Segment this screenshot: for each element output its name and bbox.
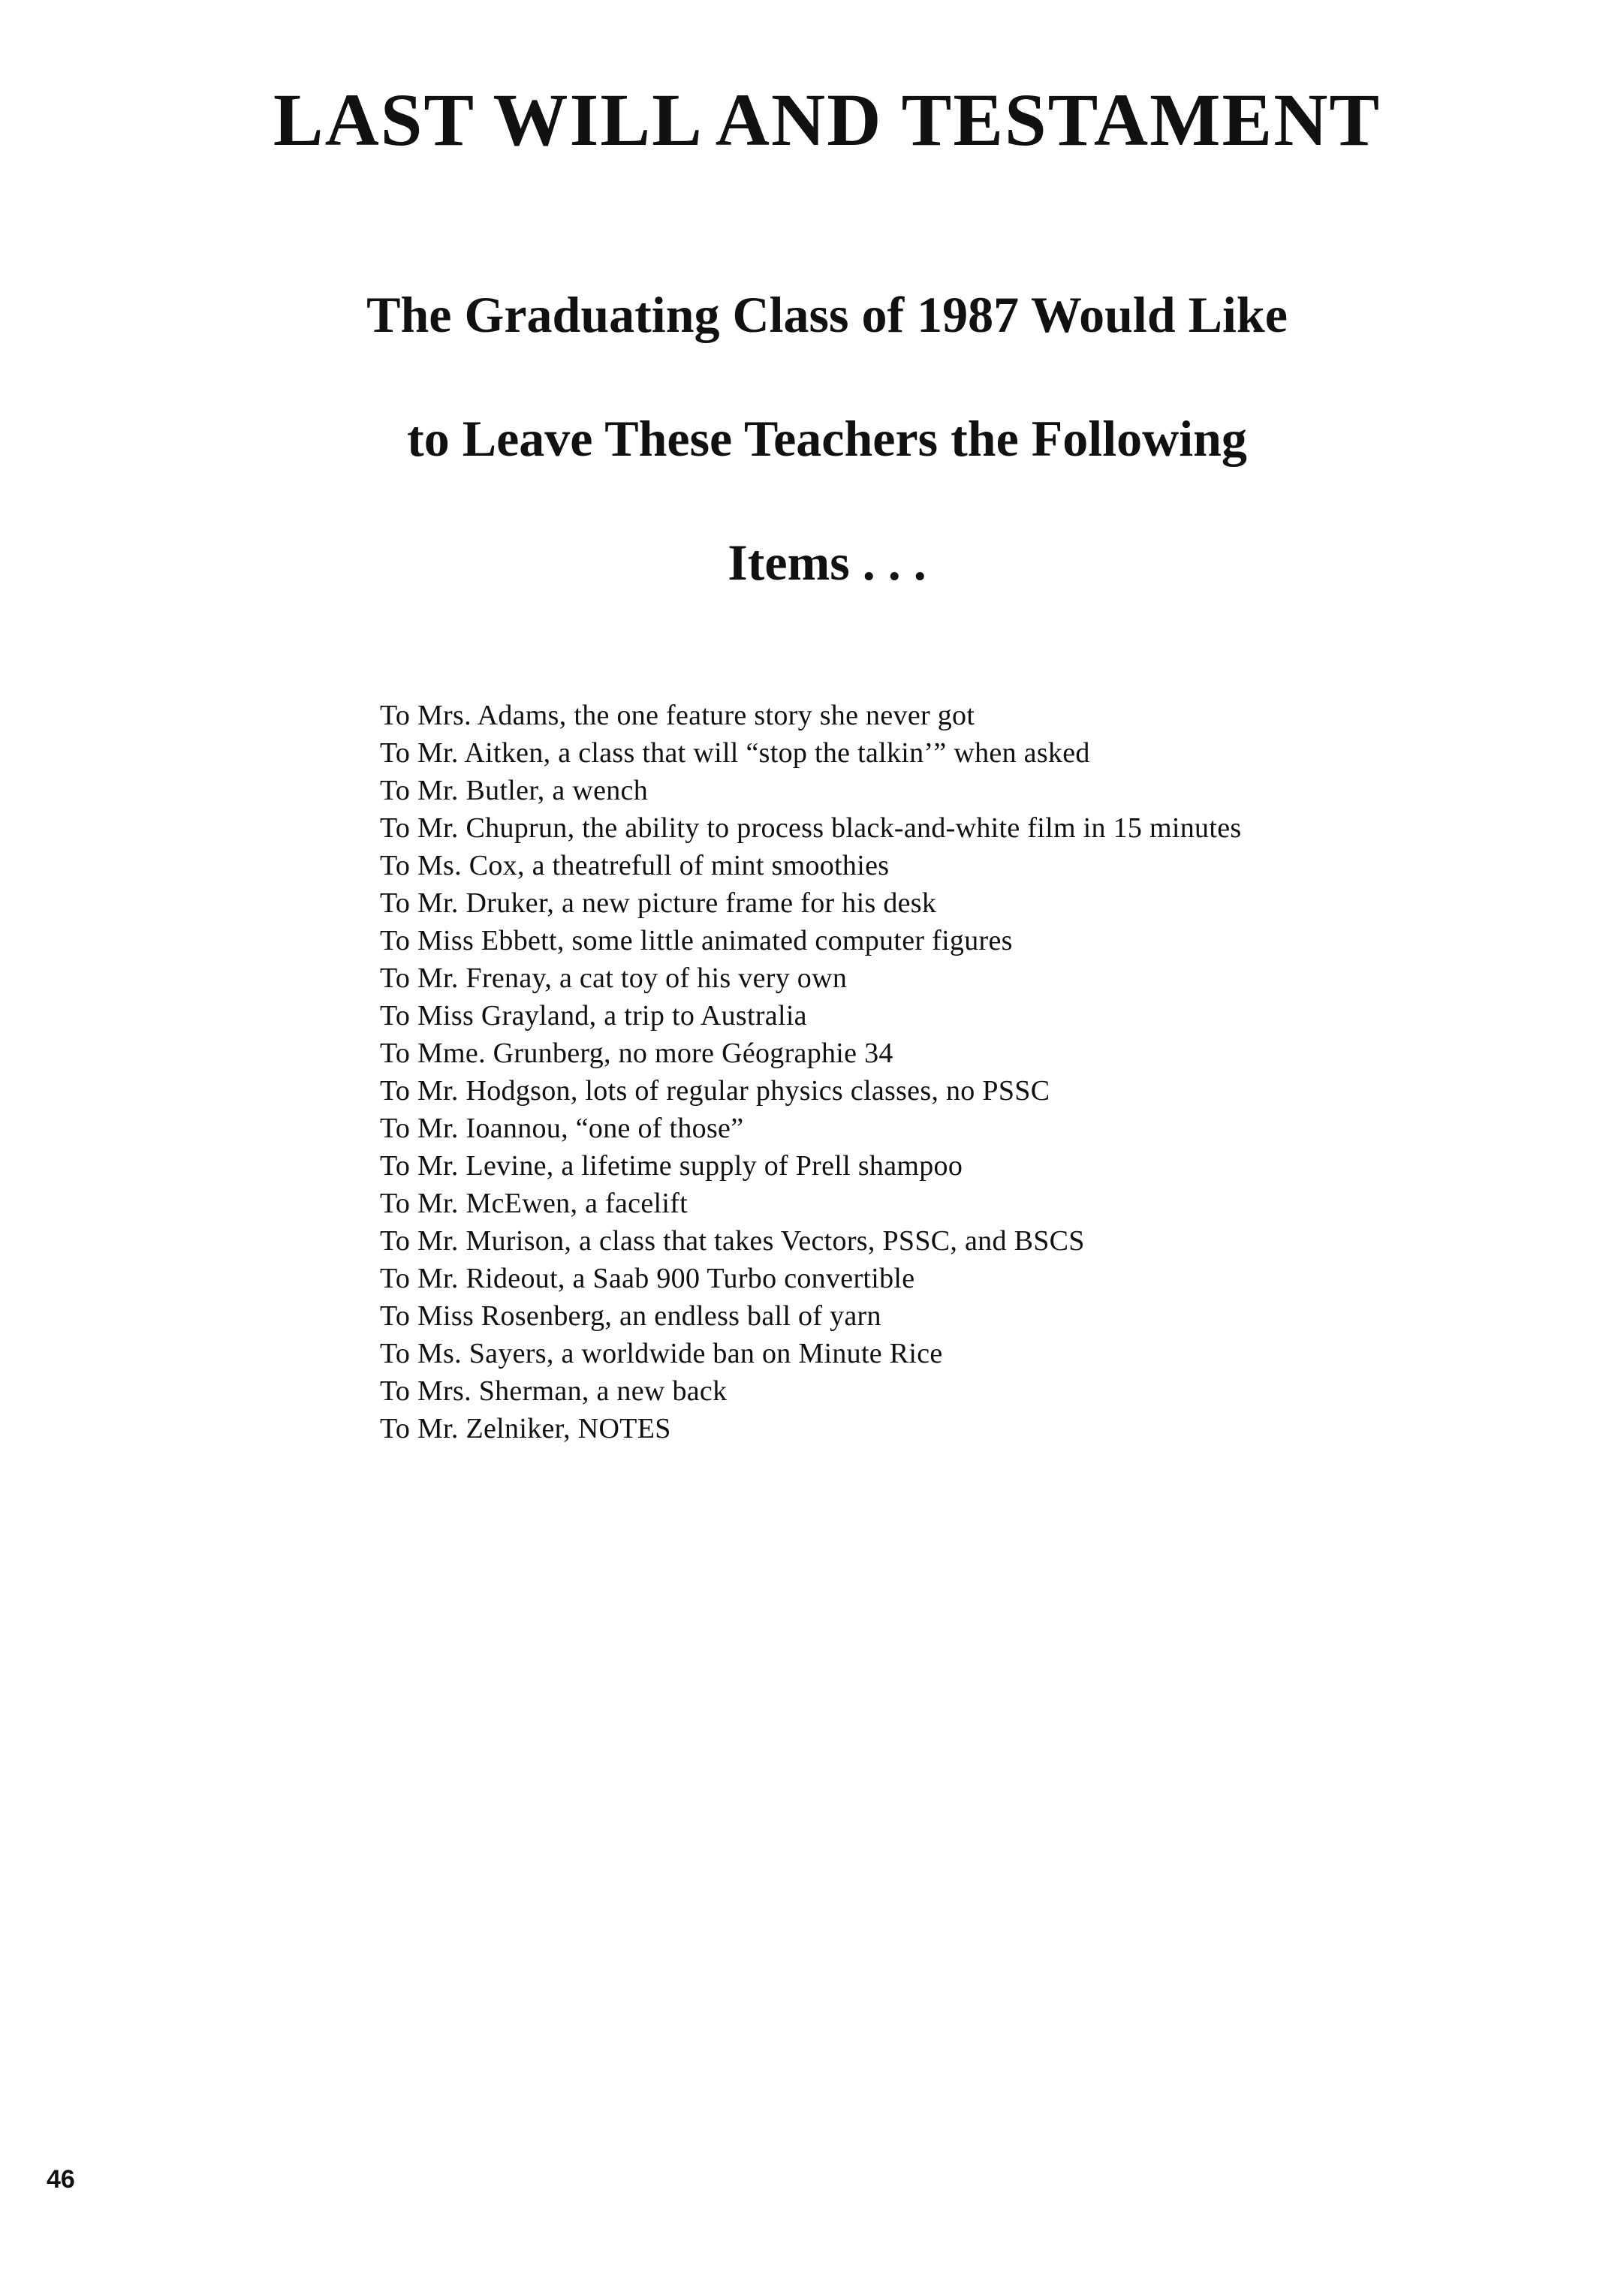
- list-item: To Mr. Aitken, a class that will “stop the talkin’” when asked: [380, 737, 1090, 769]
- list-item: To Mr. Chuprun, the ability to process black-and-white film in 15 minutes: [380, 812, 1242, 844]
- list-item: To Mr. Druker, a new picture frame for his desk: [380, 887, 937, 919]
- list-item: To Mrs. Sherman, a new back: [380, 1375, 728, 1407]
- list-item: To Mr. McEwen, a facelift: [380, 1188, 688, 1219]
- list-item: To Miss Ebbett, some little animated computer figures: [380, 925, 1013, 956]
- list-item: To Mr. Butler, a wench: [380, 775, 649, 806]
- list-item: To Ms. Cox, a theatrefull of mint smoothies: [380, 850, 890, 881]
- list-item: To Mrs. Adams, the one feature story she never got: [380, 700, 975, 731]
- list-item: To Mr. Murison, a class that takes Vectors, PSSC, and BSCS: [380, 1225, 1085, 1257]
- subtitle-line-2: to Leave These Teachers the Following: [407, 410, 1247, 467]
- list-item: To Miss Rosenberg, an endless ball of yarn: [380, 1300, 881, 1332]
- list-item: To Miss Grayland, a trip to Australia: [380, 1000, 807, 1032]
- bequest-list: [380, 697, 1241, 1447]
- list-item: To Mr. Zelniker, NOTES: [380, 1413, 671, 1444]
- list-item: To Mr. Ioannou, “one of those”: [380, 1113, 744, 1144]
- list-item: To Mr. Rideout, a Saab 900 Turbo convertible: [380, 1263, 915, 1294]
- page-number: 46: [47, 2165, 75, 2194]
- subtitle-line-1: The Graduating Class of 1987 Would Like: [366, 286, 1288, 343]
- list-item: To Mr. Frenay, a cat toy of his very own: [380, 962, 848, 994]
- list-item: To Mr. Hodgson, lots of regular physics classes, no PSSC: [380, 1075, 1050, 1107]
- list-item: To Mme. Grunberg, no more Géographie 34: [380, 1038, 893, 1069]
- subtitle-line-3: Items . . .: [728, 534, 926, 591]
- list-item: To Ms. Sayers, a worldwide ban on Minute Rice: [380, 1338, 943, 1369]
- list-item: To Mr. Levine, a lifetime supply of Prell shampoo: [380, 1150, 963, 1182]
- page-title: LAST WILL AND TESTAMENT: [273, 78, 1381, 161]
